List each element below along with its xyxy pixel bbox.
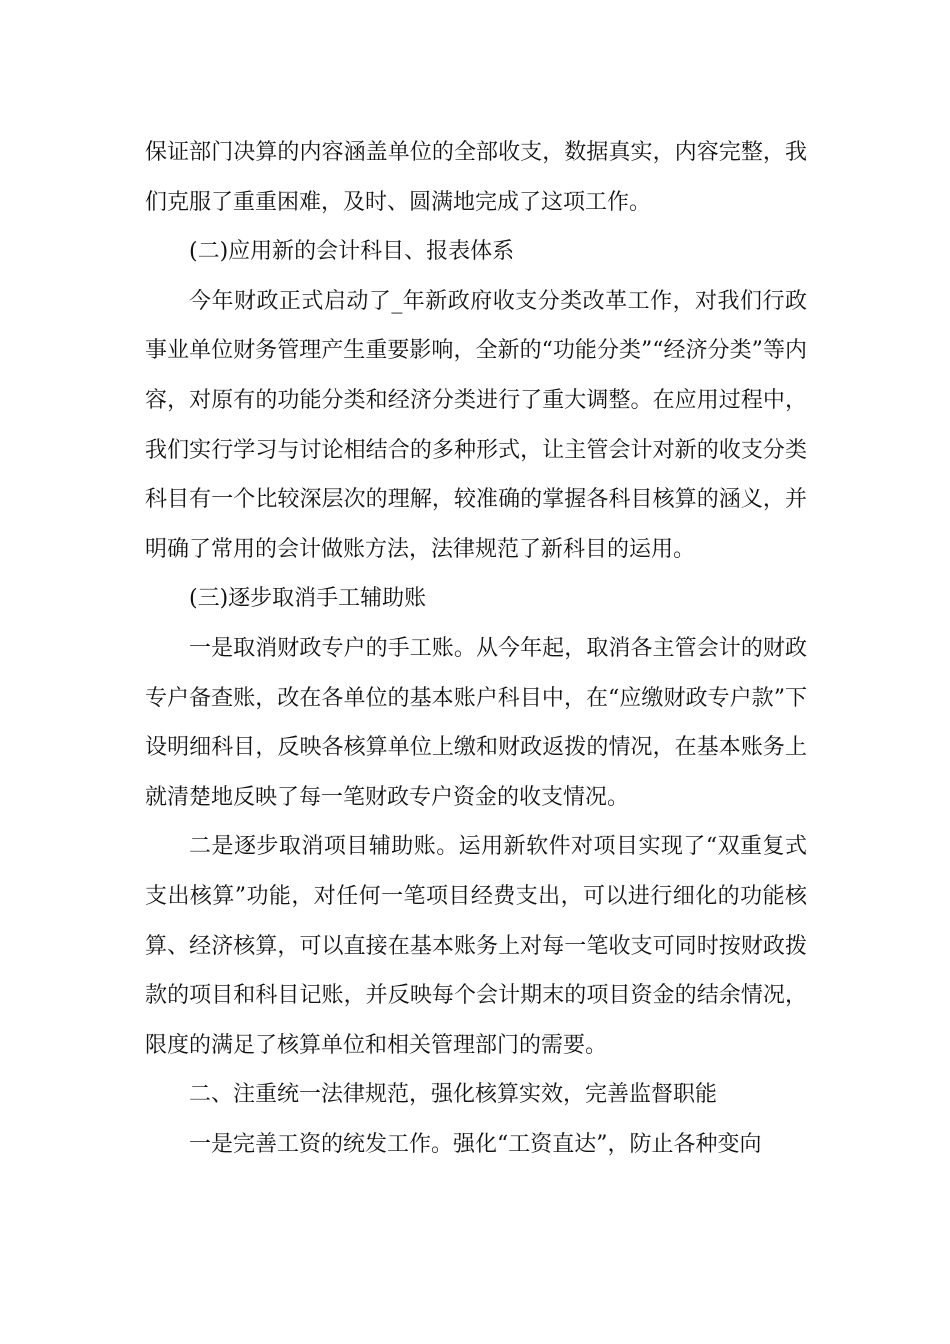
paragraph: 一是取消财政专户的手工账。从今年起，取消各主管会计的财政专户备查账，改在各单位的基本账户科目中，在“应缴财政专户款”下设明细科目，反映各核算单位上缴和财政返拨的情况，在基本账务上就清楚地反映了每一笔财政专户资金的收支情况。 — [145, 635, 807, 810]
paragraph: 一是完善工资的统发工作。强化“工资直达”，防止各种变向 — [189, 1131, 762, 1157]
document-body — [145, 128, 807, 1169]
section-heading-2: (二)应用新的会计科目、报表体系 — [189, 239, 515, 265]
paragraph: 二是逐步取消项目辅助账。运用新软件对项目实现了“双重复式支出核算”功能，对任何一笔项目经费支出，可以进行细化的功能核算、经济核算，可以直接在基本账务上对每一笔收支可同时按财政拨款的项目和科目记账，并反映每个会计期末的项目资金的结余情况，限度的满足了核算单位和相关管理部门的需要。 — [145, 834, 807, 1058]
paragraph-continuation: 保证部门决算的内容涵盖单位的全部收支，数据真实，内容完整，我们克服了重重困难，及时、圆满地完成了这项工作。 — [145, 140, 807, 215]
paragraph: 今年财政正式启动了_年新政府收支分类改革工作，对我们行政事业单位财务管理产生重要影响，全新的“功能分类”“经济分类”等内容，对原有的功能分类和经济分类进行了重大调整。在应用过程中，我们实行学习与讨论相结合的多种形式，让主管会计对新的收支分类科目有一个比较深层次的理解，较准确的掌握各科目核算的涵义，并明确了常用的会计做账方法，法律规范了新科目的运用。 — [145, 288, 807, 562]
section-heading-main: 二、注重统一法律规范，强化核算实效，完善监督职能 — [189, 1082, 718, 1108]
section-heading-3: (三)逐步取消手工辅助账 — [189, 586, 427, 612]
